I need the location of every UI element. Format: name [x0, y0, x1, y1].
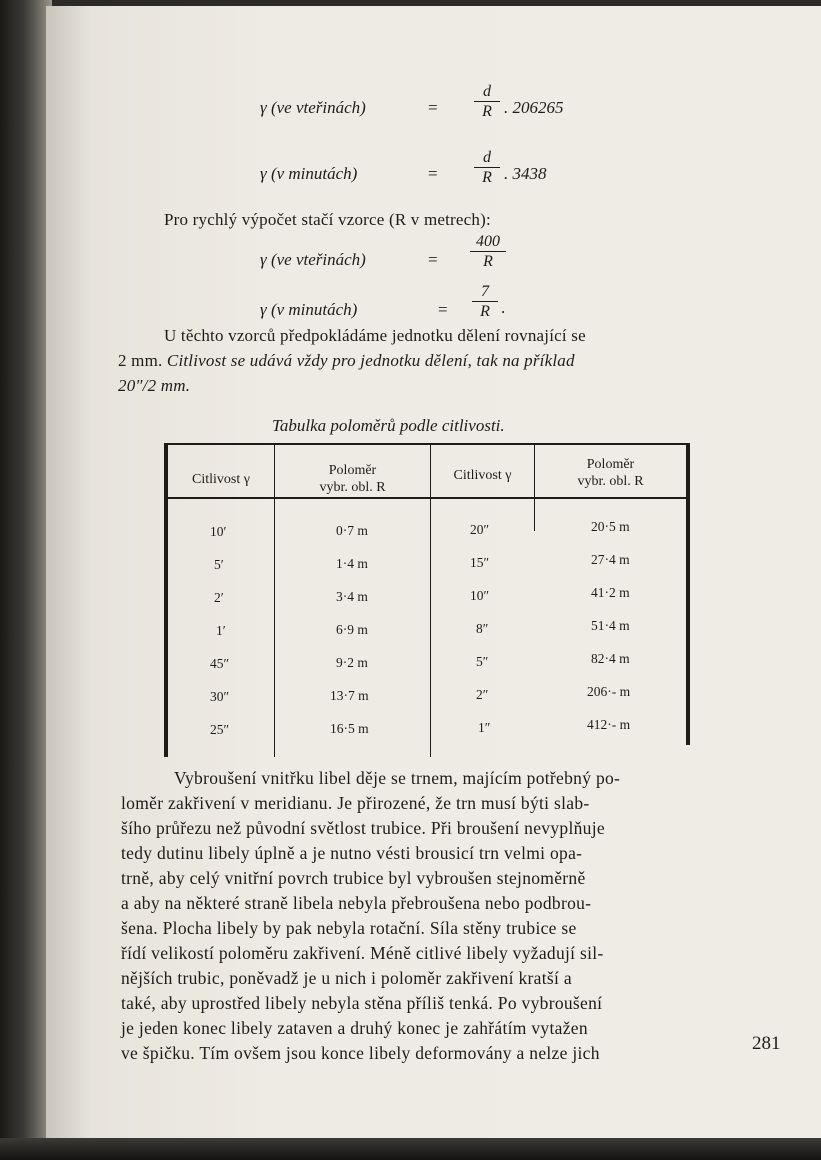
- paragraph-1-line-3: 20″/2 mm.: [118, 376, 191, 395]
- table-cell: 6·9 m: [336, 622, 368, 637]
- table-caption: Tabulka poloměrů podle citlivosti.: [272, 416, 505, 435]
- formula-3-fraction: [470, 234, 506, 270]
- table-cell: 0·7 m: [336, 523, 368, 538]
- formula-4-equals: =: [438, 300, 448, 319]
- formula-1-fraction: [474, 84, 500, 120]
- table-cell: 10″: [470, 588, 490, 603]
- table-header-rule: [164, 497, 690, 499]
- table-cell: 1·4 m: [336, 556, 368, 571]
- formula-1-lhs: γ (ve vteřinách): [260, 98, 366, 117]
- formula-3-equals: =: [428, 250, 438, 269]
- table-cell: 20″: [470, 522, 490, 537]
- table-cell: 16·5 m: [330, 721, 369, 736]
- body-line: řídí velikostí poloměru zakřivení. Méně citlivé libely vyžadují sil-: [121, 943, 604, 963]
- table-header-radius-1-line-2: vybr. obl. R: [319, 480, 386, 495]
- formula-2-lhs: γ (v minutách): [260, 164, 358, 183]
- table-cell: 5″: [476, 654, 489, 669]
- table-cell: 206·- m: [587, 684, 631, 699]
- table-cell: 51·4 m: [591, 618, 630, 633]
- body-line: Vybroušení vnitřku libel děje se trnem, majícím potřebný po-: [174, 768, 621, 788]
- body-line: tedy dutinu libely úplně a je nutno vésti brousicí trn velmi opa-: [121, 843, 583, 863]
- table-divider-2: [430, 445, 431, 757]
- body-line: také, aby uprostřed libely nebyla stěna příliš tenká. Po vybroušení: [121, 993, 603, 1013]
- paragraph-1-line-2-normal: 2 mm.: [118, 351, 167, 370]
- body-line: nějších trubic, poněvadž je u nich i poloměr zakřivení kratší a: [121, 968, 572, 988]
- formula-2-fraction: [474, 150, 500, 186]
- table-cell: 45″: [210, 656, 230, 671]
- book-page: [46, 6, 821, 1138]
- bottom-edge-shadow: [0, 1138, 821, 1160]
- table-header-radius-2: [535, 456, 686, 490]
- table-header-radius-1: [275, 462, 430, 496]
- body-line: šího průřezu než původní světlost trubice. Při broušení nevyplňuje: [121, 818, 605, 838]
- formula-4-fraction: [472, 284, 498, 320]
- table-cell: 1′: [216, 623, 226, 638]
- formula-1-equals: =: [428, 98, 438, 117]
- table-cell: 25″: [210, 722, 230, 737]
- formula-2-denominator: R: [482, 169, 492, 186]
- table-left-border: [164, 443, 168, 757]
- page-number: 281: [752, 1033, 781, 1054]
- table-cell: 9·2 m: [336, 655, 368, 670]
- table-cell: 412·- m: [587, 717, 631, 732]
- table-cell: 1″: [478, 720, 491, 735]
- body-line: trně, aby celý vnitřní povrch trubice byl vybroušen stejnoměrně: [121, 868, 586, 888]
- body-line: a aby na některé straně libela nebyla přebroušena nebo podbrou-: [121, 893, 592, 913]
- formula-2-equals: =: [428, 164, 438, 183]
- table-cell: 13·7 m: [330, 688, 369, 703]
- paragraph-1-line-2-italic: Citlivost se udává vždy pro jednotku dělení, tak na příklad: [166, 351, 575, 370]
- table-cell: 3·4 m: [336, 589, 368, 604]
- table-cell: 2′: [214, 590, 224, 605]
- table-cell: 2″: [476, 687, 489, 702]
- body-line: loměr zakřivení v meridianu. Je přirozené, že trn musí býti slab-: [121, 793, 590, 813]
- table-header-radius-1-line-1: Poloměr: [328, 463, 377, 478]
- formula-2-numerator: d: [474, 150, 500, 168]
- table-cell: 8″: [476, 621, 489, 636]
- table-cell: 27·4 m: [591, 552, 630, 567]
- formula-1-constant: . 206265: [504, 98, 564, 117]
- formula-4-denominator: R: [480, 303, 490, 320]
- formula-4-numerator: 7: [472, 284, 498, 302]
- paragraph-1-line-1: U těchto vzorců předpokládáme jednotku dělení rovnající se: [164, 326, 586, 345]
- table-header-sensitivity-1: Citlivost γ: [192, 472, 250, 487]
- table-top-rule: [164, 443, 690, 445]
- formula-3-denominator: R: [483, 253, 493, 270]
- table-cell: 10′: [210, 524, 227, 539]
- table-cell: 82·4 m: [591, 651, 630, 666]
- table-cell: 15″: [470, 555, 490, 570]
- paragraph-1-line-2: [118, 351, 575, 371]
- table-right-border: [686, 443, 690, 745]
- table-cell: 20·5 m: [591, 519, 630, 534]
- table-cell: 41·2 m: [591, 585, 630, 600]
- body-line: šena. Plocha libely by pak nebyla rotační. Síla stěny trubice se: [121, 918, 577, 938]
- formula-4-lhs: γ (v minutách): [260, 300, 358, 319]
- quick-formula-intro: Pro rychlý výpočet stačí vzorce (R v metrech):: [164, 210, 491, 229]
- formula-4-period: .: [501, 298, 506, 317]
- formula-1-numerator: d: [474, 84, 500, 102]
- table-cell: 30″: [210, 689, 230, 704]
- table-cell: 5′: [214, 557, 224, 572]
- formula-1-denominator: R: [482, 103, 492, 120]
- table-header-radius-2-line-1: Poloměr: [586, 457, 635, 472]
- formula-3-lhs: γ (ve vteřinách): [260, 250, 366, 269]
- table-header-sensitivity-2: Citlivost γ: [453, 468, 512, 483]
- body-line: je jeden konec libely zataven a druhý konec je zahřátím vytažen: [121, 1018, 588, 1038]
- body-line: ve špičku. Tím ovšem jsou konce libely deformovány a nelze jich: [121, 1043, 600, 1063]
- table-header-radius-2-line-2: vybr. obl. R: [577, 474, 644, 489]
- formula-2-constant: . 3438: [504, 164, 547, 183]
- book-spine-shadow: [0, 0, 52, 1160]
- formula-3-numerator: 400: [470, 234, 506, 252]
